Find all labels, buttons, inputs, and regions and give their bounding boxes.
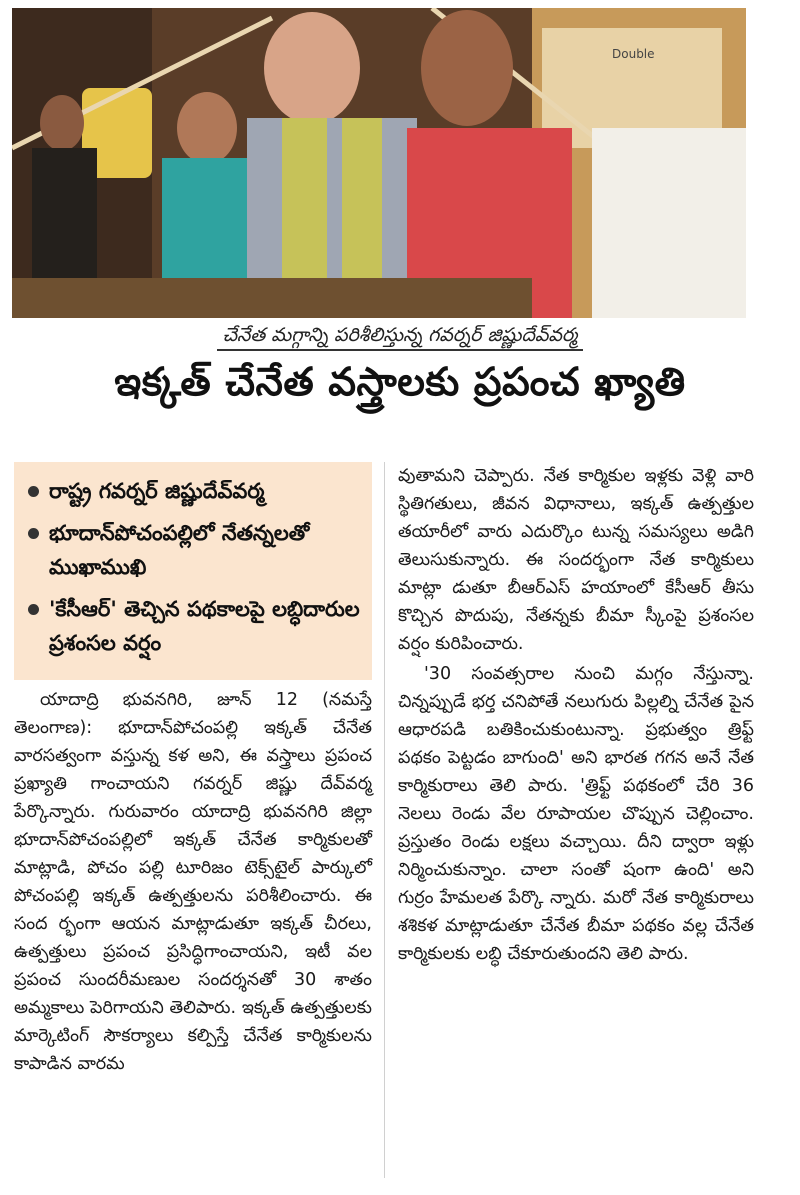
highlight-item [24, 592, 362, 660]
news-photo [12, 8, 746, 318]
loom-scene-illustration [12, 8, 746, 318]
highlight-item [24, 516, 362, 584]
body-paragraph: యాదాద్రి భువనగిరి, జూన్ 12 (నమస్తే తెలంగాణ): భూదాన్‌పోచంపల్లి ఇక్కత్ చేనేత వారసత్వంగా వస్తున్న కళ అని, ఈ వస్త్రాలు ప్రపంచ ప్రఖ్యాతి గాంచాయని గవర్నర్ జిష్ణు దేవ్‌వర్మ పేర్కొన్నారు. గురువారం యాదాద్రి భువనగిరి జిల్లా భూదాన్‌పోచంపల్లిలో ఇక్కత్ చేనేత కార్మికులతో మాట్లాడి, పోచం పల్లి టూరిజం టెక్స్‌టైల్ పార్కులో పోచంపల్లి ఇక్కత్ ఉత్పత్తులను పరిశీలించారు. ఈ సంద ర్భంగా ఆయన మాట్లాడుతూ ఇక్కత్ చీరలు, ఉత్పత్తులు ప్రపంచ ప్రసిద్ధిగాంచాయని, ఇటీ వల ప్రపంచ సుందరీమణుల సందర్శనతో 30 శాతం అమ్మకాలు పెరిగాయని తెలిపారు. ఇక్కత్ ఉత్పత్తులకు మార్కెటింగ్ సౌకర్యాలు కల్పిస్తే చేనేత కార్మికులను కాపాడిన వారమ [14, 690, 372, 1074]
highlights-box [14, 462, 372, 680]
body-paragraph: వుతామని చెప్పారు. నేత కార్మికుల ఇళ్లకు వెళ్లి వారి స్థితిగతులు, జీవన విధానాలు, ఇక్కత్ ఉత్పత్తుల తయారీలో వారు ఎదుర్కొం టున్న సమస్యలు అడిగి తెలుసుకున్నారు. ఈ సందర్భంగా నేత కార్మికులు మాట్లా డుతూ బీఆర్‌ఎస్ హయాంలో కేసీఆర్ తీసు కొచ్చిన పొదుపు, నేతన్నకు బీమా స్కీంపై ప్రశంసల వర్షం కురిపించారు. [398, 466, 754, 654]
article-body-right [398, 462, 754, 968]
highlight-text: భూదాన్‌పోచంపల్లిలో నేతన్నలతో ముఖాముఖి [49, 521, 310, 579]
highlight-text: 'కేసీఆర్' తెచ్చిన పథకాలపై లబ్ధిదారుల ప్రశంసల వర్షం [49, 597, 360, 655]
body-paragraph: '30 సంవత్సరాల నుంచి మగ్గం నేస్తున్నా. చిన్నప్పుడే భర్త చనిపోతే నలుగురు పిల్లల్ని చేనేత పైన ఆధారపడి బతికించుకుంటున్నా. ప్రభుత్వం త్రిఫ్ట్ పథకం పెట్టడం బాగుంది' అని భారత గగన అనే నేత కార్మికురాలు తెలి పారు. 'త్రిఫ్ట్ పథకంలో చేరి 36 నెలలు రెండు వేల రూపాయల చొప్పున చెల్లించాం. ప్రస్తుతం రెండు లక్షలు వచ్చాయి. దీని ద్వారా ఇళ్లు నిర్మించుకున్నాం. చాలా సంతో షంగా ఉంది' అని గుర్రం హేమలత పేర్కొ న్నారు. మరో నేత కార్మికురాలు శశికళ మాట్లాడుతూ చేనేత బీమా పథకం వల్ల చేనేత కార్మికులకు లబ్ధి చేకూరుతుందని తెలి పారు. [398, 664, 754, 964]
wall-sign-text: Double [612, 47, 655, 61]
bullet-icon [28, 604, 39, 615]
bullet-icon [28, 528, 39, 539]
photo-caption [0, 324, 800, 351]
article-body-left [14, 686, 372, 1078]
photo-caption-text: చేనేత మగ్గాన్ని పరిశీలిస్తున్న గవర్నర్ జిష్ణుదేవ్‌వర్మ [217, 324, 584, 351]
highlight-text: రాష్ట్ర గవర్నర్ జిష్ణుదేవ్‌వర్మ [49, 479, 265, 503]
article-headline: ఇక్కత్ చేనేత వస్త్రాలకు ప్రపంచ ఖ్యాతి [114, 360, 686, 405]
column-divider [384, 462, 385, 1178]
bullet-icon [28, 486, 39, 497]
highlight-item [24, 474, 362, 508]
